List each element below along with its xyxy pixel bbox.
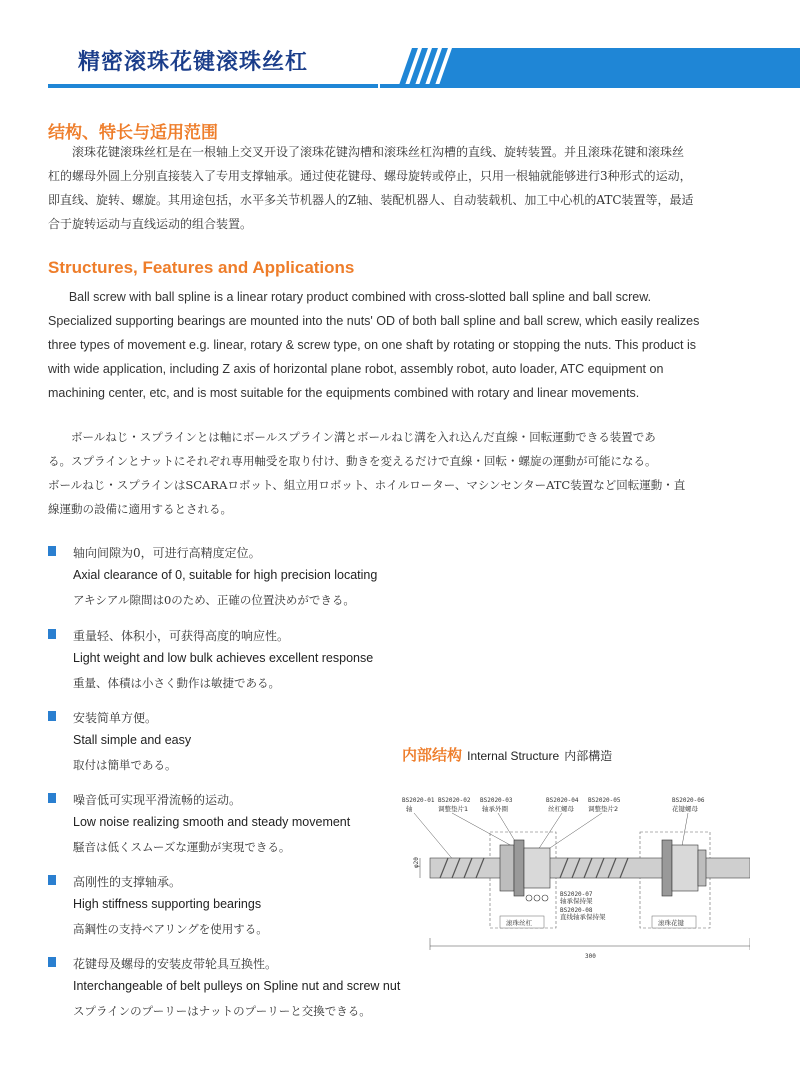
feature-en: High stiffness supporting bearings bbox=[73, 897, 262, 911]
page-title: 精密滚珠花键滚珠丝杠 bbox=[78, 50, 309, 75]
paragraph-line: ボールねじ・スプラインとは軸にボールスプライン溝とボールねじ溝を入れ込んだ直線・回転運動できる装置であ bbox=[48, 430, 656, 444]
paragraph-line: three types of movement e.g. linear, rotary & screw type, on one shaft by rotating or stopping the nuts. This product is bbox=[48, 338, 697, 352]
bullet-square-icon bbox=[48, 793, 56, 803]
part-code-label: BS2020-02 bbox=[438, 797, 471, 804]
bullet-square-icon bbox=[48, 629, 56, 639]
internal-structure-title bbox=[402, 744, 612, 765]
feature-jp: 重量、体積は小さく動作は敏捷である。 bbox=[73, 676, 280, 690]
length-dimension-label: 300 bbox=[585, 953, 596, 960]
feature-jp: 取付は簡単である。 bbox=[73, 758, 177, 772]
part-name-label: 轴承外圈 bbox=[482, 805, 508, 813]
paragraph-line: with wide application, including Z axis of horizontal plane robot, assembly robot, auto loader, ATC equipment on bbox=[48, 362, 664, 376]
part-name-label: 丝杠螺母 bbox=[548, 805, 574, 813]
paragraph-line: ボールねじ・スプラインはSCARAロボット、組立用ロボット、ホイルローター、マシンセンターATC装置など回転運動・直 bbox=[48, 478, 686, 492]
feature-en: Axial clearance of 0, suitable for high precision locating bbox=[73, 568, 378, 582]
feature-jp: 高鋼性の支持ベアリングを使用する。 bbox=[73, 922, 268, 936]
feature-cn: 轴向间隙为0，可进行高精度定位。 bbox=[73, 546, 261, 560]
feature-en: Interchangeable of belt pulleys on Spline nut and screw nut bbox=[73, 979, 401, 993]
ball-screw-box-label: 滚珠丝杠 bbox=[506, 919, 532, 927]
part-name-label: 轴承保持架 bbox=[560, 897, 593, 905]
ball-spline-box-label: 滚珠花键 bbox=[658, 919, 684, 927]
paragraph-line: machining center, etc, and is most suitable for the equipments combined with rotary and linear movements. bbox=[48, 386, 640, 400]
part-code-label: BS2020-06 bbox=[672, 797, 705, 804]
part-name-label: 轴 bbox=[406, 805, 413, 813]
part-code-label: BS2020-07 bbox=[560, 891, 593, 898]
paragraph-line: 滚珠花键滚珠丝杠是在一根轴上交叉开设了滚珠花键沟槽和滚珠丝杠沟槽的直线、旋转装置。并且滚珠花键和滚珠丝 bbox=[72, 145, 685, 159]
internal-structure-title-en: Internal Structure bbox=[467, 749, 560, 763]
header-underline bbox=[48, 84, 378, 88]
header-stripe-banner bbox=[380, 48, 800, 88]
feature-cn: 噪音低可实现平滑流畅的运动。 bbox=[73, 793, 242, 807]
part-name-label: 调整垫片2 bbox=[588, 805, 619, 813]
feature-cn: 重量轻、体积小，可获得高度的响应性。 bbox=[73, 629, 290, 643]
feature-en: Stall simple and easy bbox=[73, 733, 192, 747]
paragraph-line: 杠的螺母外圆上分别直接装入了专用支撑轴承。通过使花键母、螺母旋转或停止，只用一根轴就能够进行3种形式的运动， bbox=[48, 169, 692, 183]
internal-structure-diagram bbox=[400, 790, 750, 965]
paragraph-line: 線運動の設備に適用するとされる。 bbox=[48, 502, 232, 516]
part-code-label: BS2020-04 bbox=[546, 797, 579, 804]
diameter-label: φ20 bbox=[413, 857, 420, 868]
internal-structure-title-jp: 内部構造 bbox=[564, 749, 613, 763]
feature-en: Low noise realizing smooth and steady movement bbox=[73, 815, 351, 829]
paragraph-line: Specialized supporting bearings are mounted into the nuts' OD of both ball spline and ball screw, which easily realizes bbox=[48, 314, 700, 328]
feature-en: Light weight and low bulk achieves excellent response bbox=[73, 651, 374, 665]
paragraph-jp bbox=[48, 425, 748, 521]
page-header bbox=[0, 0, 800, 110]
paragraph-line: Ball screw with ball spline is a linear rotary product combined with cross-slotted ball spline and ball screw. bbox=[48, 290, 652, 304]
bullet-square-icon bbox=[48, 711, 56, 721]
feature-cn: 高刚性的支撑轴承。 bbox=[73, 875, 182, 889]
paragraph-en bbox=[48, 285, 748, 405]
part-code-label: BS2020-01 bbox=[402, 797, 435, 804]
part-code-label: BS2020-08 bbox=[560, 907, 593, 914]
feature-jp: 騒音は低くスムーズな運動が実現できる。 bbox=[73, 840, 291, 854]
part-name-label: 花键螺母 bbox=[672, 805, 698, 813]
feature-cn: 安装简单方便。 bbox=[73, 711, 158, 725]
bullet-square-icon bbox=[48, 546, 56, 556]
part-name-label: 调整垫片1 bbox=[438, 805, 469, 813]
section-heading-cn: 结构、特长与适用范围 bbox=[48, 123, 218, 143]
feature-jp: スプラインのプーリーはナットのプーリーと交換できる。 bbox=[73, 1004, 371, 1018]
bullet-square-icon bbox=[48, 875, 56, 885]
paragraph-line: 即直线、旋转、螺旋。其用途包括，水平多关节机器人的Z轴、装配机器人、自动装载机、加工中心机的ATC装置等，最适 bbox=[48, 193, 694, 207]
section-heading-en: Structures, Features and Applications bbox=[48, 258, 355, 277]
part-code-label: BS2020-03 bbox=[480, 797, 513, 804]
bullet-square-icon bbox=[48, 957, 56, 967]
paragraph-cn bbox=[48, 140, 748, 236]
feature-cn: 花键母及螺母的安装皮带轮具互换性。 bbox=[73, 957, 278, 971]
part-code-label: BS2020-05 bbox=[588, 797, 621, 804]
internal-structure-title-cn: 内部结构 bbox=[402, 746, 463, 764]
feature-jp: アキシアル隙間は0のため、正確の位置決めができる。 bbox=[73, 593, 355, 607]
paragraph-line: る。スプラインとナットにそれぞれ専用軸受を取り付け、動きを変えるだけで直線・回転・螺旋の運動が可能になる。 bbox=[48, 454, 657, 468]
part-name-label: 直线轴承保持架 bbox=[560, 913, 606, 921]
paragraph-line: 合于旋转运动与直线运动的组合装置。 bbox=[48, 217, 253, 231]
